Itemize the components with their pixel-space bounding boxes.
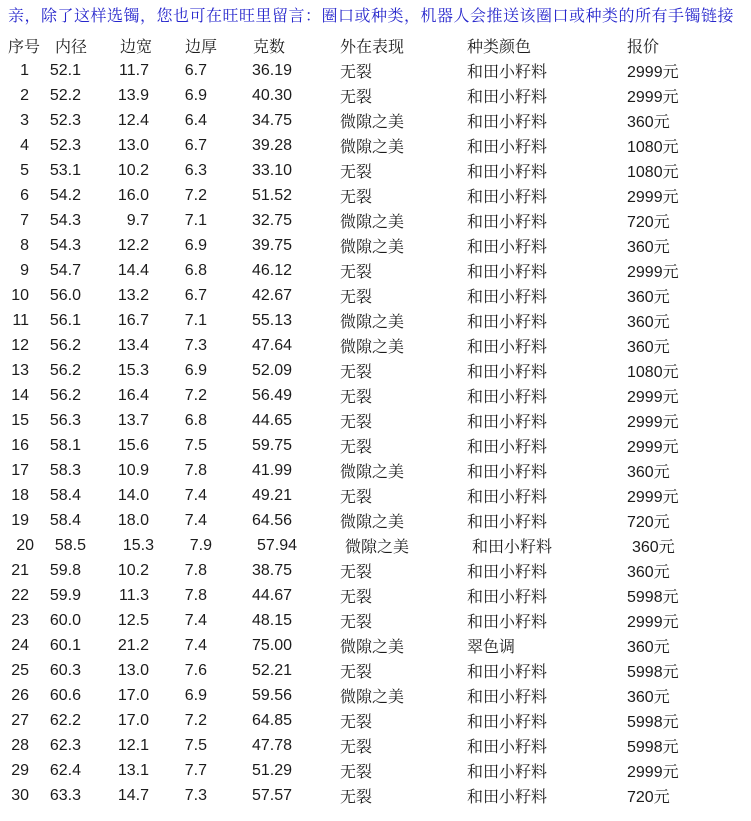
table-cell: 无裂 xyxy=(340,189,373,206)
table-cell: 13.9 xyxy=(117,86,149,104)
table-cell: 和田小籽料 xyxy=(467,464,548,481)
table-cell: 和田小籽料 xyxy=(467,789,548,806)
table-cell: 9 xyxy=(20,261,29,279)
table-cell: 53.1 xyxy=(49,161,81,179)
table-cell: 和田小籽料 xyxy=(467,564,548,581)
table-cell: 49.21 xyxy=(251,486,292,504)
table-cell: 和田小籽料 xyxy=(467,139,548,156)
table-cell: 58.4 xyxy=(49,486,81,504)
table-cell: 微隙之美 xyxy=(340,514,405,531)
table-cell: 23 xyxy=(11,611,29,629)
table-cell: 58.4 xyxy=(49,511,81,529)
table-cell: 48.15 xyxy=(251,611,292,629)
table-cell: 无裂 xyxy=(340,664,373,681)
header-row xyxy=(0,33,741,58)
table-cell: 6.7 xyxy=(184,61,207,79)
table-cell: 59.56 xyxy=(251,686,292,704)
table-cell: 54.2 xyxy=(49,186,81,204)
table-cell: 40.30 xyxy=(251,86,292,104)
table-cell: 360元 xyxy=(627,689,670,706)
table-cell: 7.9 xyxy=(189,536,212,554)
table-cell: 12.1 xyxy=(117,736,149,754)
table-cell: 52.1 xyxy=(49,61,81,79)
table-cell: 10.9 xyxy=(117,461,149,479)
table-cell: 9.7 xyxy=(126,211,149,229)
table-cell: 52.2 xyxy=(49,86,81,104)
table-row xyxy=(0,183,741,208)
table-cell: 46.12 xyxy=(251,261,292,279)
table-row xyxy=(0,458,741,483)
table-cell: 13.0 xyxy=(117,136,149,154)
table-cell: 13.1 xyxy=(117,761,149,779)
table-row xyxy=(0,358,741,383)
table-cell: 41.99 xyxy=(251,461,292,479)
table-cell: 6.7 xyxy=(184,136,207,154)
table-cell: 52.09 xyxy=(251,361,292,379)
table-cell: 52.3 xyxy=(49,136,81,154)
table-cell: 38.75 xyxy=(251,561,292,579)
table-cell: 2999元 xyxy=(627,414,679,431)
table-cell: 和田小籽料 xyxy=(467,389,548,406)
column-header-6: 种类颜色 xyxy=(467,39,532,56)
table-cell: 微隙之美 xyxy=(340,314,405,331)
table-cell: 5998元 xyxy=(627,739,679,756)
table-cell: 2999元 xyxy=(627,189,679,206)
table-cell: 27 xyxy=(11,711,29,729)
table-cell: 7.4 xyxy=(184,636,207,654)
table-cell: 19 xyxy=(11,511,29,529)
column-header-4: 克数 xyxy=(253,39,286,56)
table-cell: 2 xyxy=(20,86,29,104)
table-cell: 微隙之美 xyxy=(340,139,405,156)
table-cell: 5998元 xyxy=(627,664,679,681)
table-cell: 6.3 xyxy=(184,161,207,179)
table-cell: 16.4 xyxy=(117,386,149,404)
table-row xyxy=(0,733,741,758)
table-cell: 微隙之美 xyxy=(340,239,405,256)
table-cell: 56.2 xyxy=(49,336,81,354)
table-cell: 44.67 xyxy=(251,586,292,604)
table-row xyxy=(0,233,741,258)
table-cell: 和田小籽料 xyxy=(467,264,548,281)
table-cell: 2999元 xyxy=(627,89,679,106)
table-cell: 58.3 xyxy=(49,461,81,479)
table-cell: 16.0 xyxy=(117,186,149,204)
table-cell: 7.2 xyxy=(184,386,207,404)
table-row xyxy=(0,683,741,708)
table-cell: 7.3 xyxy=(184,786,207,804)
table-cell: 24 xyxy=(11,636,29,654)
table-cell: 22 xyxy=(11,586,29,604)
table-cell: 和田小籽料 xyxy=(467,89,548,106)
table-cell: 无裂 xyxy=(340,614,373,631)
table-row xyxy=(0,433,741,458)
table-cell: 360元 xyxy=(627,564,670,581)
table-cell: 无裂 xyxy=(340,764,373,781)
table-cell: 6.9 xyxy=(184,686,207,704)
table-cell: 51.29 xyxy=(251,761,292,779)
table-cell: 56.49 xyxy=(251,386,292,404)
table-cell: 和田小籽料 xyxy=(467,439,548,456)
table-cell: 34.75 xyxy=(251,111,292,129)
table-cell: 11.7 xyxy=(119,61,149,79)
table-row xyxy=(0,283,741,308)
table-cell: 3 xyxy=(20,111,29,129)
table-cell: 7.8 xyxy=(184,561,207,579)
table-cell: 微隙之美 xyxy=(340,339,405,356)
table-cell: 29 xyxy=(11,761,29,779)
table-cell: 无裂 xyxy=(340,739,373,756)
table-row xyxy=(0,108,741,133)
table-row xyxy=(0,608,741,633)
table-row xyxy=(0,483,741,508)
table-row xyxy=(0,383,741,408)
table-cell: 微隙之美 xyxy=(345,539,410,556)
table-cell: 无裂 xyxy=(340,364,373,381)
table-cell: 4 xyxy=(20,136,29,154)
table-cell: 无裂 xyxy=(340,439,373,456)
table-cell: 和田小籽料 xyxy=(467,289,548,306)
table-cell: 57.57 xyxy=(251,786,292,804)
table-cell: 5 xyxy=(20,161,29,179)
table-cell: 6.4 xyxy=(184,111,207,129)
table-cell: 无裂 xyxy=(340,714,373,731)
table-row xyxy=(0,133,741,158)
table-cell: 52.3 xyxy=(49,111,81,129)
table-cell: 和田小籽料 xyxy=(467,614,548,631)
table-cell: 13.0 xyxy=(117,661,149,679)
table-cell: 6.7 xyxy=(184,286,207,304)
table-cell: 6.8 xyxy=(184,261,207,279)
table-cell: 7.2 xyxy=(184,711,207,729)
table-row xyxy=(0,583,741,608)
table-cell: 62.4 xyxy=(49,761,81,779)
table-cell: 和田小籽料 xyxy=(467,189,548,206)
table-cell: 59.75 xyxy=(251,436,292,454)
table-cell: 7.3 xyxy=(184,336,207,354)
table-cell: 7.4 xyxy=(184,611,207,629)
table-cell: 59.9 xyxy=(49,586,81,604)
table-cell: 7.4 xyxy=(184,511,207,529)
table-cell: 和田小籽料 xyxy=(467,164,548,181)
table-cell: 6.9 xyxy=(184,236,207,254)
table-cell: 和田小籽料 xyxy=(467,64,548,81)
table-cell: 微隙之美 xyxy=(340,689,405,706)
table-cell: 7.5 xyxy=(184,436,207,454)
table-cell: 64.56 xyxy=(251,511,292,529)
table-cell: 56.1 xyxy=(49,311,81,329)
table-cell: 17.0 xyxy=(117,686,149,704)
table-cell: 6.9 xyxy=(184,361,207,379)
table-cell: 60.6 xyxy=(49,686,81,704)
table-cell: 16.7 xyxy=(117,311,149,329)
table-cell: 2999元 xyxy=(627,64,679,81)
table-cell: 7.2 xyxy=(184,186,207,204)
table-cell: 无裂 xyxy=(340,564,373,581)
table-row xyxy=(0,633,741,658)
column-header-5: 外在表现 xyxy=(340,39,405,56)
table-cell: 1080元 xyxy=(627,164,679,181)
table-cell: 和田小籽料 xyxy=(467,364,548,381)
table-cell: 无裂 xyxy=(340,289,373,306)
table-row xyxy=(0,158,741,183)
table-cell: 7.8 xyxy=(184,586,207,604)
table-cell: 6.9 xyxy=(184,86,207,104)
seller-notice-text: 亲，除了这样选镯，您也可在旺旺里留言：圈口或种类，机器人会推送该圈口或种类的所有手镯链接 xyxy=(8,8,735,25)
table-cell: 14.0 xyxy=(117,486,149,504)
table-cell: 14.7 xyxy=(117,786,149,804)
table-cell: 15.6 xyxy=(117,436,149,454)
table-cell: 10.2 xyxy=(117,561,149,579)
table-cell: 47.78 xyxy=(251,736,292,754)
table-cell: 18 xyxy=(11,486,29,504)
table-cell: 39.28 xyxy=(251,136,292,154)
table-cell: 56.2 xyxy=(49,361,81,379)
table-cell: 60.3 xyxy=(49,661,81,679)
table-cell: 60.0 xyxy=(49,611,81,629)
column-header-1: 内径 xyxy=(55,39,88,56)
table-cell: 和田小籽料 xyxy=(467,114,548,131)
table-cell: 15 xyxy=(11,411,29,429)
table-cell: 6.8 xyxy=(184,411,207,429)
table-cell: 2999元 xyxy=(627,614,679,631)
table-cell: 和田小籽料 xyxy=(467,589,548,606)
table-cell: 和田小籽料 xyxy=(472,539,553,556)
table-cell: 和田小籽料 xyxy=(467,214,548,231)
table-row xyxy=(0,508,741,533)
table-cell: 7.1 xyxy=(184,311,207,329)
table-cell: 13 xyxy=(11,361,29,379)
table-cell: 360元 xyxy=(627,289,670,306)
table-body xyxy=(0,58,741,808)
table-cell: 720元 xyxy=(627,514,670,531)
table-cell: 7.4 xyxy=(184,486,207,504)
table-cell: 7.6 xyxy=(184,661,207,679)
table-cell: 11.3 xyxy=(119,586,149,604)
table-cell: 15.3 xyxy=(122,536,154,554)
table-cell: 和田小籽料 xyxy=(467,239,548,256)
table-cell: 12.2 xyxy=(117,236,149,254)
table-cell: 和田小籽料 xyxy=(467,764,548,781)
table-cell: 6 xyxy=(20,186,29,204)
table-cell: 14 xyxy=(11,386,29,404)
table-cell: 微隙之美 xyxy=(340,639,405,656)
table-cell: 42.67 xyxy=(251,286,292,304)
table-cell: 58.1 xyxy=(49,436,81,454)
table-cell: 59.8 xyxy=(49,561,81,579)
table-cell: 1080元 xyxy=(627,364,679,381)
table-cell: 16 xyxy=(11,436,29,454)
table-row xyxy=(0,658,741,683)
table-cell: 39.75 xyxy=(251,236,292,254)
table-cell: 63.3 xyxy=(49,786,81,804)
table-row xyxy=(0,308,741,333)
table-cell: 12.5 xyxy=(117,611,149,629)
table-cell: 51.52 xyxy=(251,186,292,204)
table-cell: 2999元 xyxy=(627,389,679,406)
table-cell: 58.5 xyxy=(54,536,86,554)
table-header xyxy=(0,33,741,58)
table-cell: 12.4 xyxy=(117,111,149,129)
table-cell: 无裂 xyxy=(340,264,373,281)
table-row xyxy=(0,408,741,433)
table-cell: 17 xyxy=(11,461,29,479)
table-cell: 21 xyxy=(11,561,29,579)
table-cell: 和田小籽料 xyxy=(467,414,548,431)
table-cell: 75.00 xyxy=(251,636,292,654)
table-cell: 13.7 xyxy=(117,411,149,429)
table-cell: 10 xyxy=(11,286,29,304)
table-row xyxy=(0,533,741,558)
table-cell: 36.19 xyxy=(251,61,292,79)
table-cell: 13.2 xyxy=(117,286,149,304)
table-cell: 2999元 xyxy=(627,439,679,456)
table-cell: 和田小籽料 xyxy=(467,514,548,531)
table-cell: 54.7 xyxy=(49,261,81,279)
table-cell: 10.2 xyxy=(117,161,149,179)
table-cell: 360元 xyxy=(627,339,670,356)
table-cell: 微隙之美 xyxy=(340,464,405,481)
table-cell: 62.3 xyxy=(49,736,81,754)
table-cell: 64.85 xyxy=(251,711,292,729)
table-cell: 和田小籽料 xyxy=(467,714,548,731)
table-cell: 360元 xyxy=(632,539,675,556)
table-cell: 47.64 xyxy=(251,336,292,354)
table-cell: 和田小籽料 xyxy=(467,339,548,356)
table-cell: 无裂 xyxy=(340,64,373,81)
table-cell: 28 xyxy=(11,736,29,754)
table-cell: 17.0 xyxy=(117,711,149,729)
table-row xyxy=(0,708,741,733)
table-cell: 1 xyxy=(20,61,29,79)
table-cell: 13.4 xyxy=(117,336,149,354)
table-cell: 55.13 xyxy=(251,311,292,329)
table-cell: 无裂 xyxy=(340,89,373,106)
column-header-2: 边宽 xyxy=(120,39,153,56)
table-cell: 1080元 xyxy=(627,139,679,156)
table-cell: 和田小籽料 xyxy=(467,664,548,681)
table-cell: 无裂 xyxy=(340,414,373,431)
table-row xyxy=(0,258,741,283)
column-header-3: 边厚 xyxy=(185,39,218,56)
table-cell: 360元 xyxy=(627,114,670,131)
table-cell: 44.65 xyxy=(251,411,292,429)
table-cell: 360元 xyxy=(627,464,670,481)
table-cell: 和田小籽料 xyxy=(467,489,548,506)
table-cell: 7 xyxy=(20,211,29,229)
table-cell: 12 xyxy=(11,336,29,354)
table-row xyxy=(0,558,741,583)
table-cell: 360元 xyxy=(627,239,670,256)
table-cell: 2999元 xyxy=(627,764,679,781)
table-cell: 5998元 xyxy=(627,714,679,731)
table-cell: 26 xyxy=(11,686,29,704)
table-cell: 7.8 xyxy=(184,461,207,479)
table-cell: 15.3 xyxy=(117,361,149,379)
table-cell: 和田小籽料 xyxy=(467,314,548,331)
table-cell: 720元 xyxy=(627,214,670,231)
table-cell: 20 xyxy=(16,536,34,554)
table-cell: 和田小籽料 xyxy=(467,689,548,706)
table-cell: 无裂 xyxy=(340,589,373,606)
table-row xyxy=(0,83,741,108)
table-cell: 微隙之美 xyxy=(340,114,405,131)
table-cell: 720元 xyxy=(627,789,670,806)
table-cell: 33.10 xyxy=(251,161,292,179)
column-header-0: 序号 xyxy=(8,39,41,56)
table-cell: 11 xyxy=(12,311,29,329)
table-cell: 60.1 xyxy=(49,636,81,654)
table-cell: 无裂 xyxy=(340,489,373,506)
table-row xyxy=(0,58,741,83)
table-cell: 62.2 xyxy=(49,711,81,729)
table-cell: 5998元 xyxy=(627,589,679,606)
table-cell: 7.1 xyxy=(184,211,207,229)
table-cell: 8 xyxy=(20,236,29,254)
table-cell: 360元 xyxy=(627,314,670,331)
table-cell: 7.7 xyxy=(184,761,207,779)
table-row xyxy=(0,783,741,808)
table-cell: 360元 xyxy=(627,639,670,656)
table-cell: 54.3 xyxy=(49,236,81,254)
table-cell: 32.75 xyxy=(251,211,292,229)
table-cell: 21.2 xyxy=(117,636,149,654)
bracelet-spec-table xyxy=(0,33,741,808)
table-cell: 18.0 xyxy=(117,511,149,529)
table-cell: 25 xyxy=(11,661,29,679)
table-cell: 56.2 xyxy=(49,386,81,404)
table-cell: 和田小籽料 xyxy=(467,739,548,756)
table-cell: 57.94 xyxy=(256,536,297,554)
table-cell: 14.4 xyxy=(117,261,149,279)
table-cell: 56.0 xyxy=(49,286,81,304)
table-cell: 无裂 xyxy=(340,389,373,406)
table-cell: 52.21 xyxy=(251,661,292,679)
table-cell: 7.5 xyxy=(184,736,207,754)
table-cell: 2999元 xyxy=(627,264,679,281)
table-row xyxy=(0,333,741,358)
table-cell: 无裂 xyxy=(340,789,373,806)
table-cell: 54.3 xyxy=(49,211,81,229)
column-header-7: 报价 xyxy=(627,39,660,56)
table-cell: 2999元 xyxy=(627,489,679,506)
table-row xyxy=(0,758,741,783)
table-cell: 微隙之美 xyxy=(340,214,405,231)
table-row xyxy=(0,208,741,233)
table-cell: 翠色调 xyxy=(467,639,516,656)
table-cell: 56.3 xyxy=(49,411,81,429)
table-cell: 无裂 xyxy=(340,164,373,181)
table-cell: 30 xyxy=(11,786,29,804)
